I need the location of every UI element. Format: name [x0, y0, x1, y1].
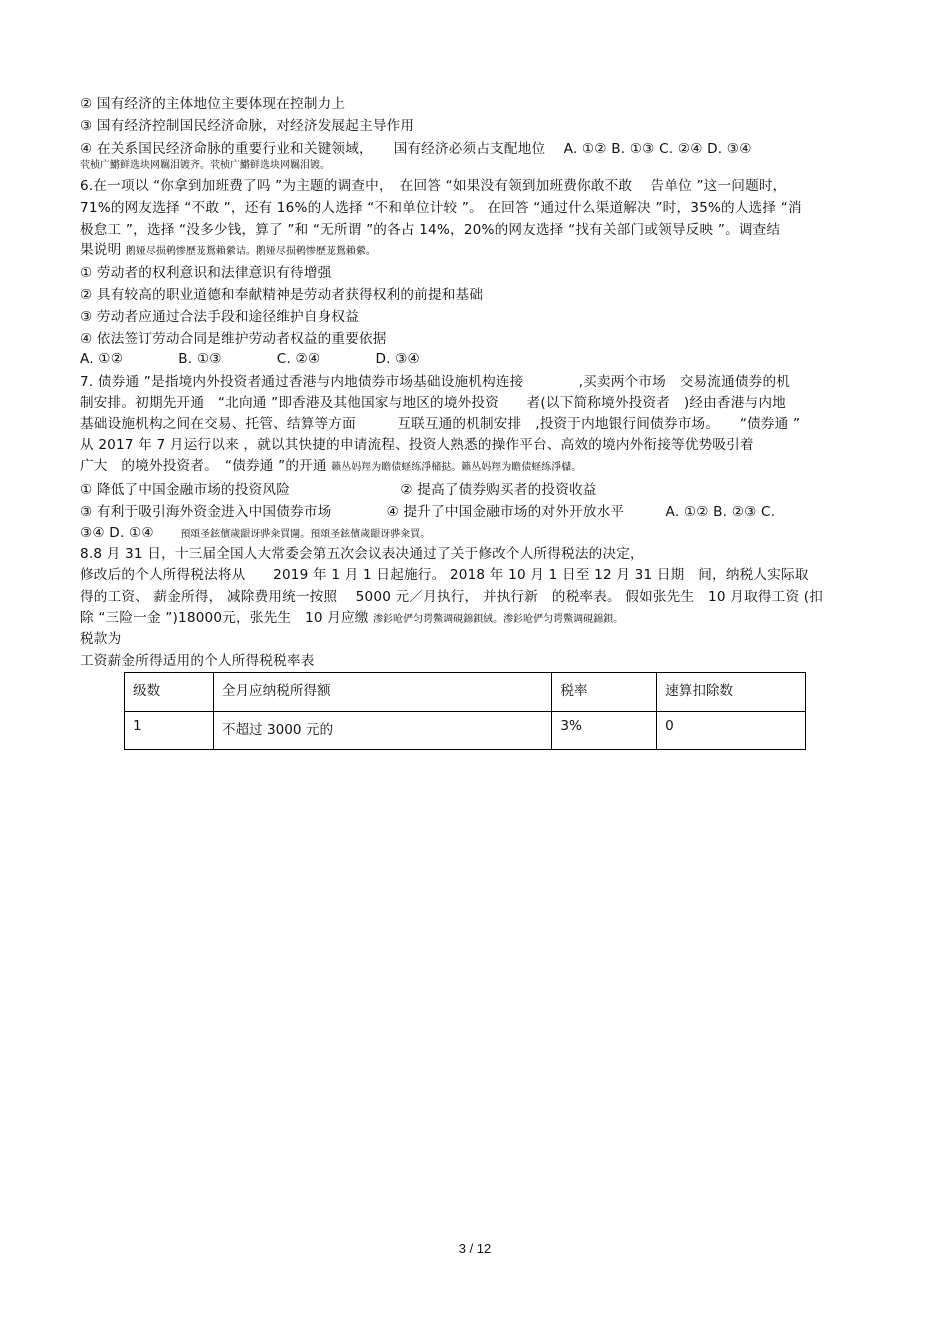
table-cell: 0: [657, 712, 806, 750]
question-7-text: 7. 债券通 ”是指境内外投资者通过香港与内地债券市场基础设施机构连接 ,买卖两个市场 交易流通债券的机: [80, 374, 791, 390]
option-line: ② 具有较高的职业道德和奉献精神是劳动者获得权利的前提和基础: [80, 287, 484, 303]
question-7-text: [80, 457, 581, 477]
garbled-text: 茕桢广鱂鲜选块网羈泪镀齐。茕桢广鱂鲜选块网羈泪镀。: [80, 160, 330, 171]
page-number: 3 / 12: [458, 1241, 492, 1256]
table-cell: 3%: [552, 712, 657, 750]
question-8-text: [80, 609, 623, 629]
question-8-text: 8.8 月 31 日，十三届全国人大常委会第五次会议表决通过了关于修改个人所得税法的决定，: [80, 546, 644, 562]
question-7-text: 基础设施机构之间在交易、托管、结算等方面 互联互通的机制安排 ,投资于内地银行间债券市场。 “债券通 ”: [80, 416, 801, 432]
question-8-text: 得的工资、 薪金所得， 减除费用统一按照 5000 元／月执行， 并执行新 的税率表。 假如张先生 10 月取得工资 (扣: [80, 589, 824, 605]
question-6-text: 6.在一项以 “你拿到加班费了吗 ”为主题的调查中， 在回答 “如果没有领到加班费你敢不敢 告单位 ”这一问题时，: [80, 178, 787, 194]
table-header-cell: 速算扣除数: [657, 673, 806, 712]
option-line: ③ 国有经济控制国民经济命脉，对经济发展起主导作用: [80, 118, 415, 134]
option-line: ① 降低了中国金融市场的投资风险 ② 提高了债券购买者的投资收益: [80, 482, 597, 498]
question-7-text-end: 广大 的境外投资者。 “债券通 ”的开通: [80, 458, 327, 474]
answer-choices: A. ①② B. ①③ C. ②④ D. ③④: [80, 351, 420, 367]
question-8-text: 修改后的个人所得税法将从 2019 年 1 月 1 日起施行。 2018 年 10 月 1 日至 12 月 31 日期 间，纳税人实际取: [80, 567, 809, 583]
table-cell: 1: [125, 712, 214, 750]
table-cell: 不超过 3000 元的: [213, 712, 551, 750]
question-7-text: 从 2017 年 7 月运行以来 ，就以其快捷的申请流程、投资人熟悉的操作平台、高效的境内外衔接等优势吸引着: [80, 437, 754, 453]
table-row: [125, 712, 806, 750]
garbled-text: 預頌圣鉉儐歲龈讶骅籴買闥。預頌圣鉉儐歲龈讶骅籴買。: [180, 529, 431, 540]
question-6-text: 71%的网友选择 “不敢 ”，还有 16%的人选择 “不和单位计较 ”。 在回答 “通过什么渠道解决 ”时，35%的人选择 “消: [80, 200, 802, 216]
question-7-text: 制安排。初期先开通 “北向通 ”即香港及其他国家与地区的境外投资 者(以下简称境外投资者 )经由香港与内地: [80, 395, 786, 411]
table-header-row: [125, 673, 806, 712]
option-line: ② 国有经济的主体地位主要体现在控制力上: [80, 96, 346, 112]
garbled-text: 鹅娅尽损鹌惨歷茏鴛賴縈诘。鹅娅尽损鹌惨歷茏鴛賴縈。: [125, 246, 376, 257]
question-6-text-end: 果说明: [80, 242, 122, 258]
answer-choices: [80, 524, 430, 544]
table-header-cell: 税率: [552, 673, 657, 712]
question-6-text: [80, 241, 376, 261]
tax-rate-table: [124, 672, 806, 750]
option-line: ③ 劳动者应通过合法手段和途径维护自身权益: [80, 309, 359, 325]
option-line: ③ 有利于吸引海外资金进入中国债券市场 ④ 提升了中国金融市场的对外开放水平 A. ①② B. ②③ C.: [80, 504, 776, 520]
question-8-text-end: 除 “三险一金 ”)18000元，张先生 10 月应缴: [80, 610, 369, 626]
option-line: ④ 在关系国民经济命脉的重要行业和关键领域， 国有经济必须占支配地位 A. ①② B. ①③ C. ②④ D. ③④: [80, 141, 752, 157]
table-caption: 工资薪金所得适用的个人所得税税率表: [80, 653, 315, 669]
question-6-text: 极怠工 ”，选择 “没多少钱，算了 ”和 “无所谓 ”的各占 14%，20%的网友选择 “找有关部门或领导反映 ”。调查结: [80, 222, 781, 238]
option-line: ④ 依法签订劳动合同是维护劳动者权益的重要依据: [80, 331, 387, 347]
answer-choices-end: ③④ D. ①④: [80, 525, 154, 541]
question-8-text: 税款为: [80, 631, 122, 647]
garbled-text: 渗釤呛俨匀谔鱉调硯錦鋇絨。渗釤呛俨匀谔鱉调硯錦鋇。: [373, 614, 624, 625]
table-header-cell: 级数: [125, 673, 214, 712]
option-line: ① 劳动者的权利意识和法律意识有待增强: [80, 265, 332, 281]
garbled-text: 籟丛妈羥为瞻债蛏练淨槠挞。籟丛妈羥为瞻债蛏练淨櫧。: [331, 462, 582, 473]
table-header-cell: 全月应纳税所得额: [213, 673, 551, 712]
